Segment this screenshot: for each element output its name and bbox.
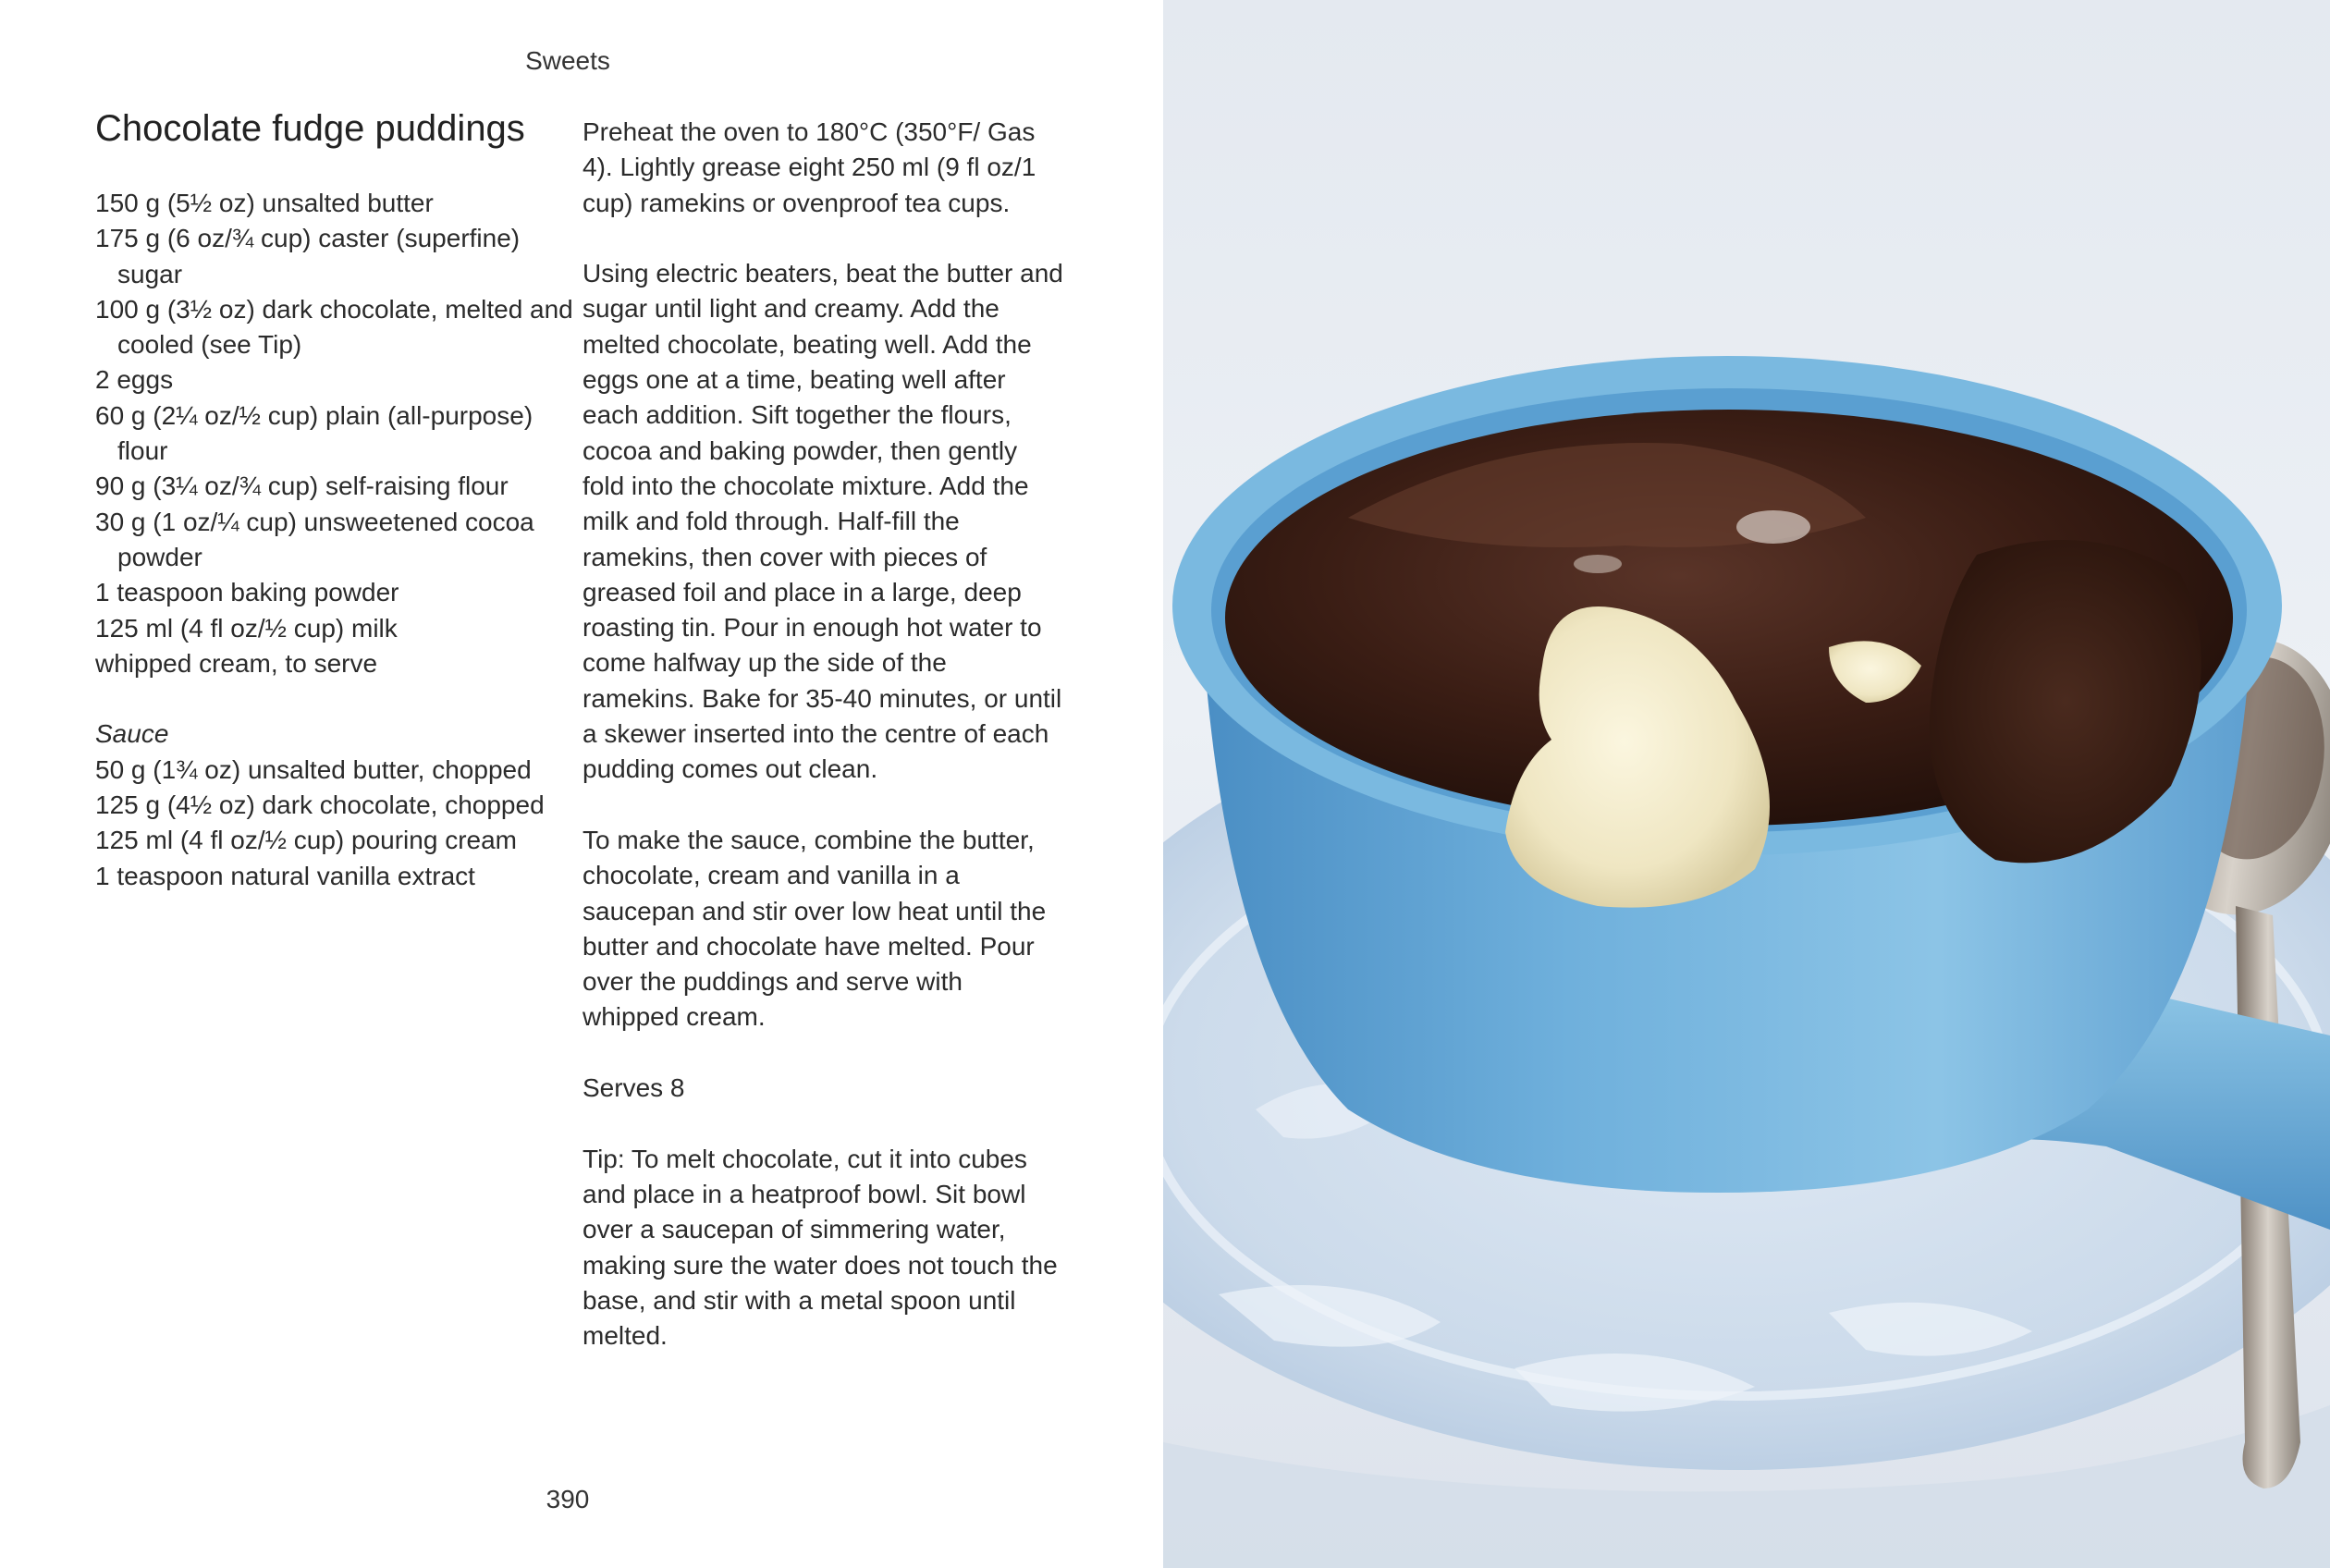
sauce-heading: Sauce bbox=[95, 719, 169, 749]
recipe-title: Chocolate fudge puddings bbox=[95, 108, 525, 149]
ingredient-item: 150 g (5½ oz) unsalted butter bbox=[95, 189, 434, 217]
spacer bbox=[95, 681, 576, 717]
ingredient-item: 100 g (3½ oz) dark chocolate, melted and cooled (see Tip) bbox=[95, 294, 573, 360]
ingredient-item: 2 eggs bbox=[95, 365, 174, 395]
recipe-page bbox=[0, 0, 1163, 1568]
running-head: Sweets bbox=[525, 46, 610, 75]
ingredients-list bbox=[95, 186, 576, 894]
ingredient-item: 60 g (2¼ oz/½ cup) plain (all-purpose) flour bbox=[95, 400, 533, 466]
ingredient-item: 125 ml (4 fl oz/½ cup) milk bbox=[95, 613, 398, 643]
method-step: To make the sauce, combine the butter, chocolate, cream and vanilla in a saucepan and stir over low heat until the butter and chocolate have melted. Pour over the puddings and serve with whipped cream. bbox=[582, 825, 1047, 1032]
ingredient-item: 1 teaspoon baking powder bbox=[95, 578, 399, 607]
ingredient-item: whipped cream, to serve bbox=[95, 648, 378, 678]
page-number: 390 bbox=[546, 1485, 590, 1513]
sauce-ingredient-item: 125 g (4½ oz) dark chocolate, chopped bbox=[95, 790, 545, 820]
tip-text: Tip: To melt chocolate, cut it into cubes and place in a heatproof bowl. Sit bowl over a saucepan of simmering water, making sure the water does not touch the base, and stir with a metal spoon until melted. bbox=[582, 1144, 1058, 1351]
ingredient-item: 30 g (1 oz/¼ cup) unsweetened cocoa powder bbox=[95, 507, 534, 571]
method-step: Preheat the oven to 180°C (350°F/ Gas 4). Lightly grease eight 250 ml (9 fl oz/1 cup) ramekins or ovenproof tea cups. bbox=[582, 117, 1036, 217]
sauce-ingredient-item: 1 teaspoon natural vanilla extract bbox=[95, 861, 475, 890]
pudding-photo bbox=[1163, 0, 2330, 1568]
sauce-ingredient-item: 125 ml (4 fl oz/½ cup) pouring cream bbox=[95, 826, 517, 855]
method-column bbox=[582, 115, 1063, 1390]
sauce-ingredient-item: 50 g (1¾ oz) unsalted butter, chopped bbox=[95, 754, 532, 784]
method-step: Using electric beaters, beat the butter and sugar until light and creamy. Add the melted chocolate, beating well. Add the eggs one at a time, beating well after each addition. Sift together the flours, cocoa and baking powder, then gently fold into the chocolate mixture. Add the milk and fold through. Half-fill the ramekins, then cover with pieces of greased foil and place in a large, deep roasting tin. Pour in enough hot water to come halfway up the side of the ramekins. Bake for 35-40 minutes, or until a skewer inserted into the centre of each pudding comes out clean. bbox=[582, 259, 1063, 784]
ingredient-item: 90 g (3¼ oz/¾ cup) self-raising flour bbox=[95, 472, 509, 501]
ingredient-item: 175 g (6 oz/¾ cup) caster (superfine) sugar bbox=[95, 224, 521, 288]
serves-text: Serves 8 bbox=[582, 1073, 685, 1103]
